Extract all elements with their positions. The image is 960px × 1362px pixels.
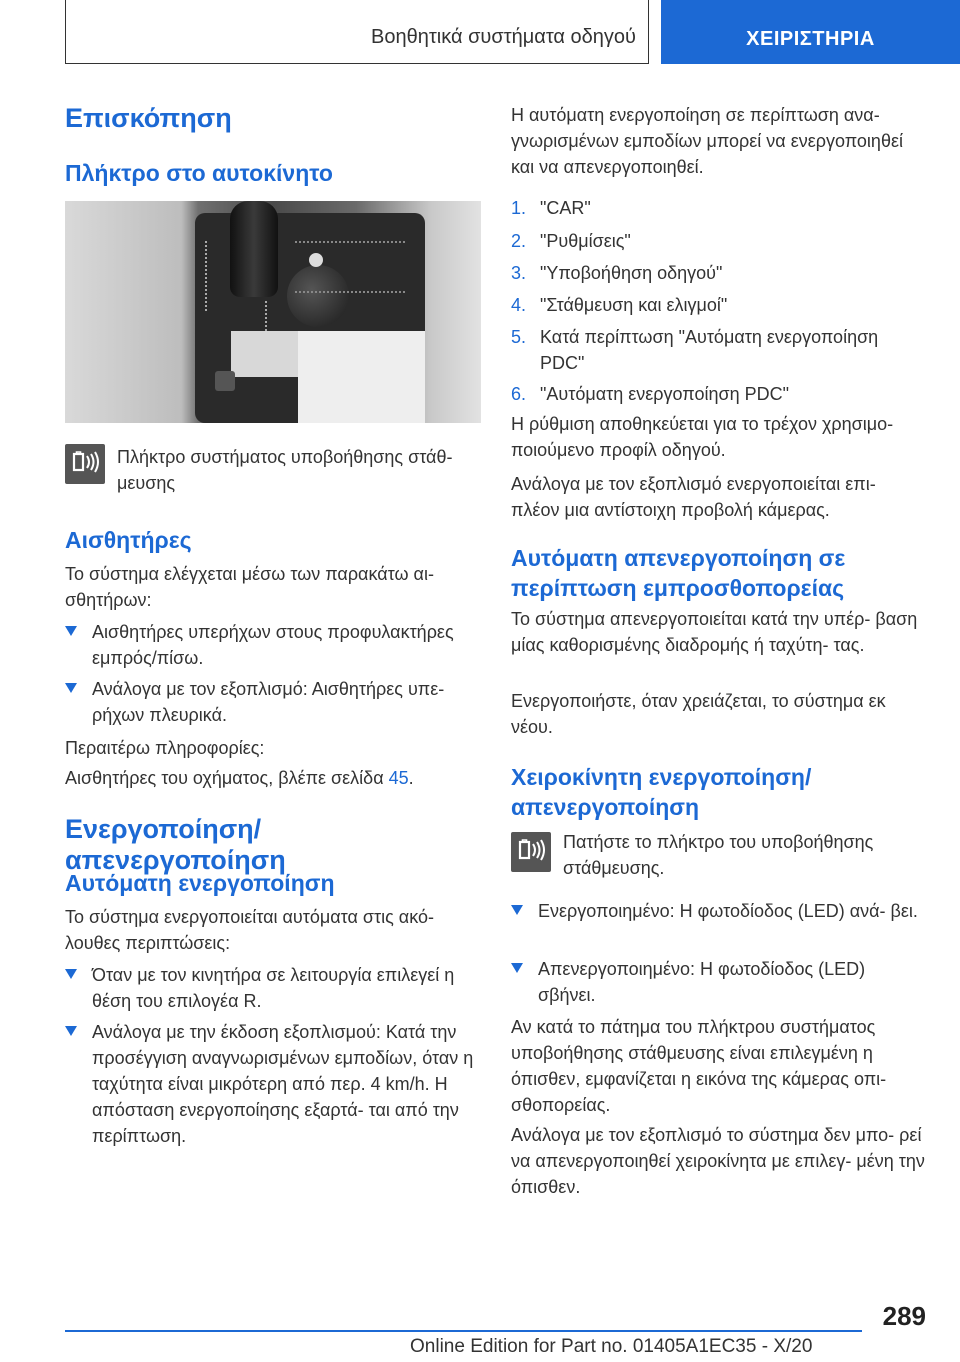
heading-button-in-car: Πλήκτρο στο αυτοκίνητο <box>65 160 333 186</box>
header-chapter-title: ΧΕΙΡΙΣΤΗΡΙΑ <box>746 28 875 50</box>
footer-edition: Online Edition for Part no. 01405A1EC35 - X/20 <box>410 1336 813 1357</box>
deactivation-text: Το σύστημα απενεργοποιείται κατά την υπέρ‐ βαση μίας καθορισμένης διαδρομής ή ταχύτη‐ τας. <box>511 609 918 655</box>
list-item: Απενεργοποιημένο: Η φωτοδίοδος (LED) σβήνει. <box>511 956 927 1008</box>
gear-selector-lever <box>230 201 278 297</box>
heading-activation: Ενεργοποίηση/απενεργοποίηση <box>65 814 286 875</box>
equipment-text: Ανάλογα με τον εξοπλισμό το σύστημα δεν μπο‐ ρεί να απενεργοποιηθεί χειροκίνητα με επιλεγ‐ μένη την όπισθεν. <box>511 1125 925 1197</box>
triangle-bullet-icon <box>511 905 523 915</box>
list-item: Ανάλογα με την έκδοση εξοπλισμού: Κατά την προσέγγιση αναγνωρισμένων εμποδίων, όταν η ταχύτητα είναι μικρότερη από περ. 4 km/h. Η απόσταση ενεργοποίησης εξαρτά‐ ται από την περίπτωση. <box>65 1019 475 1149</box>
manual-icon-caption: Πατήστε το πλήκτρο του υποβοήθησης στάθμευσης. <box>563 832 874 878</box>
heading-sensors: Αισθητήρες <box>65 527 192 553</box>
page-header <box>65 0 960 64</box>
header-section-box <box>65 0 649 64</box>
park-assist-icon <box>65 444 105 484</box>
more-info-label: Περαιτέρω πληροφορίες: <box>65 738 265 758</box>
reactivate-text: Ενεργοποιήστε, όταν χρειάζεται, το σύστημα εκ νέου. <box>511 691 886 737</box>
profile-text: Η ρύθμιση αποθηκεύεται για το τρέχον χρησιμο‐ ποιούμενο προφίλ οδηγού. <box>511 414 894 460</box>
triangle-bullet-icon <box>65 626 77 636</box>
sensors-intro: Το σύστημα ελέγχεται μέσω των παρακάτω αι‐ σθητήρων: <box>65 564 434 610</box>
triangle-bullet-icon <box>65 683 77 693</box>
list-item: Ενεργοποιημένο: Η φωτοδίοδος (LED) ανά‐ βει. <box>511 898 927 924</box>
auto-activation-intro: Το σύστημα ενεργοποιείται αυτόματα στις ακό‐ λουθες περιπτώσεις: <box>65 907 434 953</box>
page-link[interactable]: 45 <box>388 768 409 788</box>
list-item: 2. "Ρυθμίσεις" <box>511 231 631 251</box>
park-assist-icon <box>511 832 551 872</box>
triangle-bullet-icon <box>65 969 77 979</box>
heading-manual: Χειροκίνητη ενεργοποίηση/ απενεργοποίηση <box>511 764 812 820</box>
list-item: 4. "Στάθμευση και ελιγμοί" <box>511 295 728 315</box>
header-chapter-box <box>661 0 960 64</box>
reverse-text: Αν κατά το πάτημα του πλήκτρου συστήματος υποβοήθησης στάθμευσης είναι επιλεγμένη η όπισθεν, εμφανίζεται η εικόνα της κάμερας οπι‐ σθοπορείας. <box>511 1017 887 1115</box>
header-section-title: Βοηθητικά συστήματα οδηγού <box>371 26 636 48</box>
page-number: 289 <box>882 1301 926 1331</box>
footer-divider <box>65 1330 862 1332</box>
center-console-photo <box>65 201 481 423</box>
heading-overview: Επισκόπηση <box>65 103 232 133</box>
park-assist-button-highlight <box>215 371 235 391</box>
more-info-text: Αισθητήρες του οχήματος, βλέπε σελίδα 45. <box>65 768 414 788</box>
list-item: 1. "CAR" <box>511 198 591 218</box>
list-item: 3. "Υποβοήθηση οδηγού" <box>511 263 723 283</box>
obstacle-text: Η αυτόματη ενεργοποίηση σε περίπτωση ανα‐ γνωρισμένων εμποδίων μπορεί να ενεργοποιηθεί και να απενεργοποιηθεί. <box>511 105 903 177</box>
list-item: Ανάλογα με τον εξοπλισμό: Αισθητήρες υπε‐ ρήχων πλευρικά. <box>65 676 481 728</box>
heading-auto-activation: Αυτόματη ενεργοποίηση <box>65 870 335 896</box>
list-item: 5. Κατά περίπτωση "Αυτόματη ενεργοποίηση PDC" <box>511 327 879 373</box>
triangle-bullet-icon <box>65 1026 77 1036</box>
camera-text: Ανάλογα με τον εξοπλισμό ενεργοποιείται επι‐ πλέον μια αντίστοιχη προβολή κάμερας. <box>511 474 876 520</box>
list-item: Όταν με τον κινητήρα σε λειτουργία επιλεγεί η θέση του επιλογέα R. <box>65 962 475 1014</box>
list-item: 6. "Αυτόματη ενεργοποίηση PDC" <box>511 384 790 404</box>
list-item: Αισθητήρες υπερήχων στους προφυλακτήρες εμπρός/πίσω. <box>65 619 481 671</box>
heading-auto-deactivation: Αυτόματη απενεργοποίηση σε περίπτωση εμπροσθοπορείας <box>511 545 846 601</box>
triangle-bullet-icon <box>511 963 523 973</box>
park-assist-caption: Πλήκτρο συστήματος υποβοήθησης στάθ‐ μευσης <box>117 447 453 493</box>
